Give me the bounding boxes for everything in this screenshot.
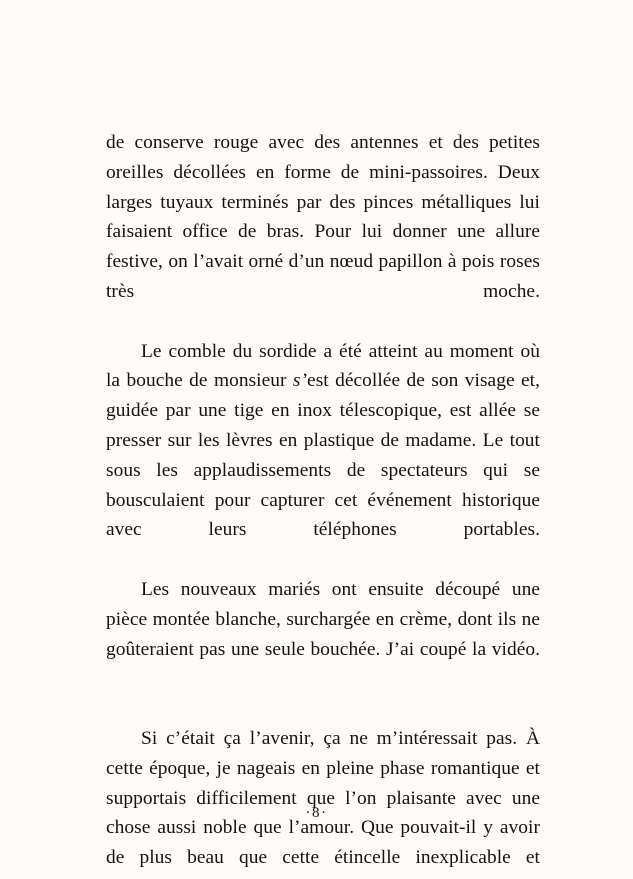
- paragraph-2-text-before-italic: Le comble du sordide a été atteint au moment où la bouche de monsieur: [106, 340, 540, 392]
- paragraph-4: Si c’était ça l’avenir, ça ne m’intéressait pas. À cette époque, je nageais en pleine phase romantique et supportais difficilement que l’on plaisante avec une chose aussi noble que l’amour. Que pouvait-il y avoir de plus beau que cette étincelle inexplicable et: [106, 727, 540, 869]
- page-text-block: [106, 128, 540, 879]
- paragraph-2: [106, 337, 540, 575]
- paragraph-2-italic-fragment: s’: [292, 370, 308, 392]
- paragraph-2-text-after-italic: est décollée de son visage et, guidée par une tige en inox télescopique, est allée se presser sur les lèvres en plastique de madame. Le tout sous les applaudissements de spectateurs qui se bousculaient pour capturer cet événement historique avec leurs téléphones portables.: [106, 370, 540, 541]
- paragraph-3: Les nouveaux mariés ont ensuite découpé une pièce montée blanche, surchargée en crème, dont ils ne goûteraient pas une seule bouchée. J’ai coupé la vidéo.: [106, 578, 540, 660]
- page-number-folio: ·8·: [305, 805, 328, 821]
- paragraph-1: de conserve rouge avec des antennes et des petites oreilles décollées en forme de mini-passoires. Deux larges tuyaux terminés par des pinces métalliques lui faisaient office de bras. Pour lui donner une allure festive, on l’avait orné d’un nœud papillon à pois roses très moche.: [106, 132, 540, 302]
